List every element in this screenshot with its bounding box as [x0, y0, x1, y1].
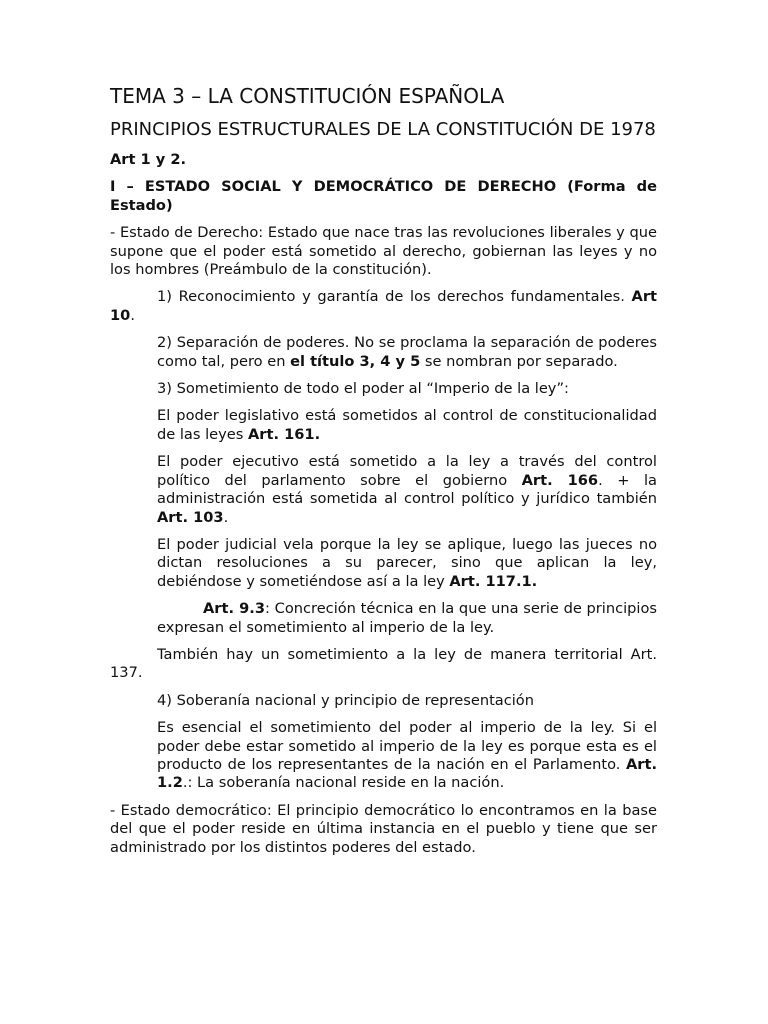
paragraph-judicial	[110, 536, 657, 591]
title-reference: el título 3, 4 y 5	[290, 352, 421, 370]
paragraph-estado-democratico: - Estado democrático: El principio democrático lo encontramos en la base del que el poder reside en última instancia en el pueblo y tiene que ser administrado por los distintos poderes del estado.	[110, 801, 657, 856]
paragraph-text: El poder ejecutivo está sometido a la ley a través del control político del parlamento sobre el gobierno	[157, 453, 657, 489]
paragraph-end: .	[223, 508, 229, 526]
document-subtitle: PRINCIPIOS ESTRUCTURALES DE LA CONSTITUCIÓN DE 1978	[110, 119, 656, 140]
paragraph-text: 2) Separación de poderes. No se proclama la separación de poderes como tal, pero en	[157, 334, 657, 370]
paragraph-sometimiento: 3) Sometimiento de todo el poder al “Imperio de la ley”:	[157, 380, 569, 398]
paragraph-estado-derecho: - Estado de Derecho: Estado que nace tras las revoluciones liberales y que supone que el poder está sometido al derecho, gobiernan las leyes y no los hombres (Preámbulo de la constitución).	[110, 224, 657, 279]
article-reference: Art. 117.1.	[449, 572, 538, 590]
paragraph-art-9-3	[110, 600, 657, 637]
document-page	[110, 84, 657, 866]
article-reference: Art. 166	[521, 471, 599, 489]
paragraph-text: El poder judicial vela porque la ley se aplique, luego las jueces no dictan resoluciones a su parecer, sino que aplican la ley, debiéndose y sometiéndose así a la ley	[157, 535, 657, 590]
document-title: TEMA 3 – LA CONSTITUCIÓN ESPAÑOLA	[110, 84, 505, 108]
section-heading: I – ESTADO SOCIAL Y DEMOCRÁTICO DE DERECHO (Forma de Estado)	[110, 178, 657, 214]
paragraph-end: .	[130, 306, 135, 324]
paragraph-text: : Concreción técnica en la que una serie de principios expresan el sometimiento al imperio de la ley.	[157, 600, 658, 636]
paragraph-territorial: También hay un sometimiento a la ley de manera territorial Art. 137.	[110, 645, 657, 682]
paragraph-representacion	[110, 719, 657, 793]
paragraph-text: El poder legislativo está sometidos al control de constitucionalidad de las leyes	[157, 407, 657, 443]
paragraph-text: . + la administración está sometida al control político y jurídico también	[157, 471, 657, 508]
paragraph-text: Es esencial el sometimiento del poder al imperio de la ley. Si el poder debe estar sometido al imperio de la ley es porque esta es el producto de los representantes de la nación en el Parlamento.	[157, 719, 657, 773]
paragraph-ejecutivo	[110, 453, 657, 527]
paragraph-text: 1) Reconocimiento y garantía de los derechos fundamentales.	[157, 288, 632, 306]
article-reference: Art. 161.	[248, 425, 321, 443]
article-reference: Art. 103	[157, 508, 224, 526]
article-reference: Art 10	[110, 288, 657, 324]
paragraph-end: se nombran por separado.	[420, 352, 618, 370]
article-reference: Art. 1.2	[157, 755, 657, 792]
paragraph-separacion	[110, 334, 657, 371]
paragraph-legislativo	[110, 407, 657, 444]
article-reference: Art. 9.3	[203, 600, 266, 618]
paragraph-end: .: La soberanía nacional reside en la nación.	[182, 774, 505, 792]
article-heading: Art 1 y 2.	[110, 151, 187, 168]
paragraph-soberania: 4) Soberanía nacional y principio de representación	[157, 691, 534, 709]
paragraph-reconocimiento	[110, 288, 657, 325]
